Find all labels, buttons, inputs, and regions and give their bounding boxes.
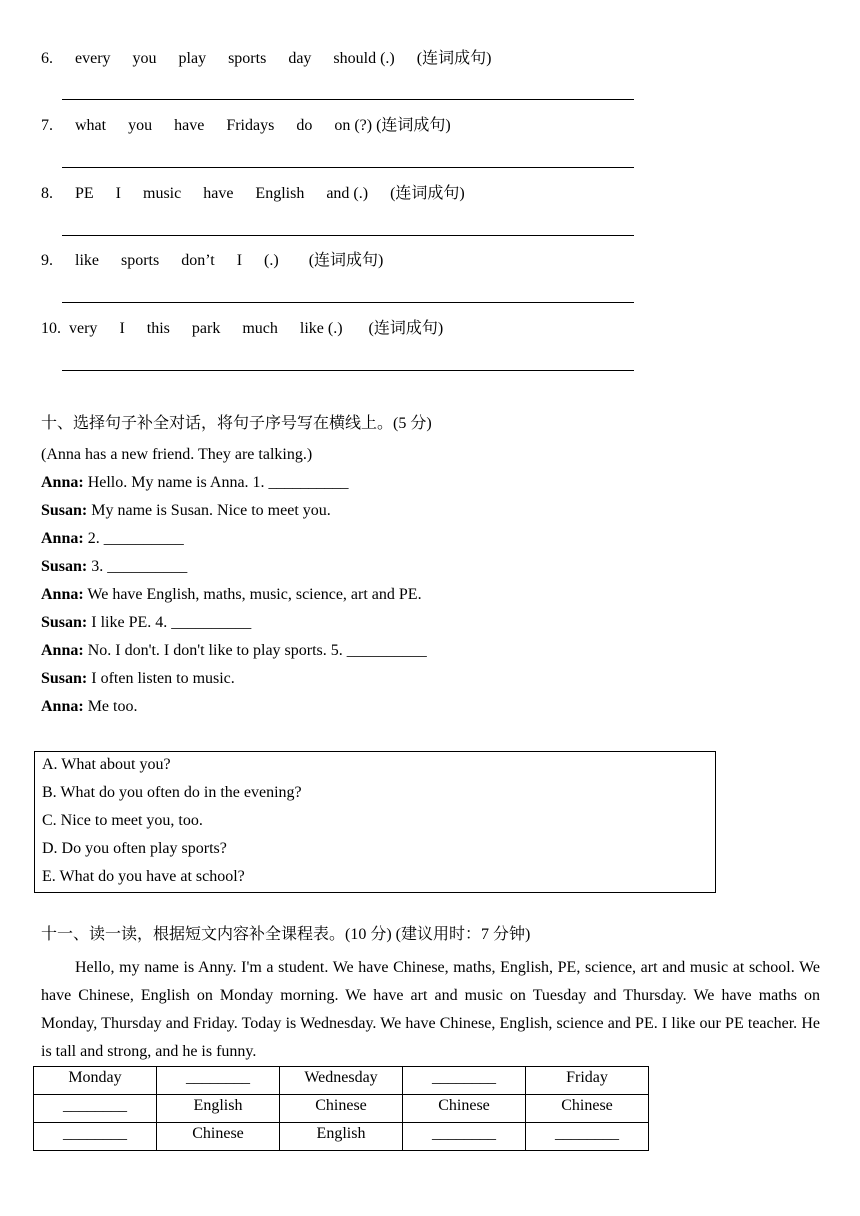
section-11-title: 十一、读一读，根据短文内容补全课程表。(10 分) (建议用时：7 分钟) (41, 926, 531, 943)
word: very (69, 320, 98, 337)
dialogue-text: 3. __________ (87, 558, 188, 575)
item-10 (41, 319, 443, 339)
word: day (288, 50, 312, 67)
word: Fridays (226, 117, 275, 134)
answer-line-10[interactable] (62, 370, 634, 371)
speaker: Susan: (41, 670, 88, 687)
word: music (143, 185, 182, 202)
dialogue-line (41, 557, 187, 577)
option-a: A. What about you? (42, 756, 171, 773)
table-cell-blank[interactable]: ________ (157, 1067, 280, 1095)
speaker: Anna: (41, 698, 84, 715)
dialogue-line (41, 697, 137, 717)
table-cell: Chinese (526, 1095, 649, 1123)
dialogue-text: Hello. My name is Anna. 1. __________ (83, 474, 349, 491)
item-7 (41, 116, 451, 136)
word: you (132, 50, 157, 67)
word-tail: should (.) (333, 50, 395, 67)
table-cell: Monday (34, 1067, 157, 1095)
word: have (174, 117, 205, 134)
item-6 (41, 49, 491, 69)
word: every (75, 50, 111, 67)
word: park (191, 320, 221, 337)
speaker: Susan: (41, 558, 88, 575)
word: what (75, 117, 107, 134)
dialogue-line (41, 529, 184, 549)
table-cell: Friday (526, 1067, 649, 1095)
speaker: Susan: (41, 502, 88, 519)
dialogue-line (41, 641, 427, 661)
speaker: Susan: (41, 614, 88, 631)
word: I (115, 185, 121, 202)
item-number: 6. (41, 50, 53, 67)
word: have (203, 185, 234, 202)
word: don’t (181, 252, 215, 269)
dialogue-text: I like PE. 4. __________ (87, 614, 252, 631)
dialogue-text: 2. __________ (83, 530, 184, 547)
word: sports (121, 252, 160, 269)
table-cell-blank[interactable]: ________ (34, 1123, 157, 1151)
word: this (146, 320, 170, 337)
word: much (242, 320, 278, 337)
table-cell-blank[interactable]: ________ (403, 1067, 526, 1095)
table-cell: Wednesday (280, 1067, 403, 1095)
word: you (128, 117, 153, 134)
word: like (75, 252, 99, 269)
table-cell: Chinese (157, 1123, 280, 1151)
table-row (34, 1123, 649, 1151)
option-d: D. Do you often play sports? (42, 840, 227, 857)
dialogue-text: Me too. (83, 698, 138, 715)
item-8 (41, 184, 465, 204)
item-number: 10. (41, 320, 61, 337)
dialogue-text: My name is Susan. Nice to meet you. (87, 502, 331, 519)
speaker: Anna: (41, 586, 84, 603)
option-e: E. What do you have at school? (42, 868, 245, 885)
table-row (34, 1067, 649, 1095)
answer-line-6[interactable] (62, 99, 634, 100)
speaker: Anna: (41, 642, 84, 659)
item-hint: (连词成句) (390, 185, 465, 202)
section-10-title: 十、选择句子补全对话，将句子序号写在横线上。(5 分) (41, 415, 432, 432)
dialogue-line (41, 585, 422, 605)
word: play (178, 50, 207, 67)
option-b: B. What do you often do in the evening? (42, 784, 302, 801)
item-9 (41, 251, 383, 271)
word-tail: like (.) (299, 320, 343, 337)
table-cell: Chinese (403, 1095, 526, 1123)
dialogue-text: We have English, maths, music, science, art and PE. (83, 586, 422, 603)
word: PE (75, 185, 94, 202)
dialogue-line (41, 613, 251, 633)
dialogue-line (41, 473, 349, 493)
table-cell: Chinese (280, 1095, 403, 1123)
dialogue-line (41, 501, 331, 521)
word-tail: and (.) (326, 185, 369, 202)
table-cell: English (280, 1123, 403, 1151)
answer-line-8[interactable] (62, 235, 634, 236)
item-number: 7. (41, 117, 53, 134)
reading-passage: Hello, my name is Anny. I'm a student. We have Chinese, maths, English, PE, science, art and music at school. We have Chinese, English on Monday morning. We have art and music on Tuesday and Thursday. We have maths on Monday, Thursday and Friday. Today is Wednesday. We have Chinese, English, science and PE. I like our PE teacher. He is tall and strong, and he is funny. (41, 959, 820, 1060)
word: I (119, 320, 125, 337)
word: sports (228, 50, 267, 67)
options-box (34, 751, 716, 893)
dialogue-line (41, 669, 235, 689)
item-number: 9. (41, 252, 53, 269)
word-tail: on (?) (连词成句) (334, 117, 451, 134)
table-cell: English (157, 1095, 280, 1123)
speaker: Anna: (41, 474, 84, 491)
section-10-intro: (Anna has a new friend. They are talking.) (41, 446, 313, 463)
item-number: 8. (41, 185, 53, 202)
table-row (34, 1095, 649, 1123)
word: I (236, 252, 243, 269)
table-cell-blank[interactable]: ________ (526, 1123, 649, 1151)
dialogue-text: I often listen to music. (87, 670, 235, 687)
item-hint: (连词成句) (416, 50, 492, 67)
table-cell-blank[interactable]: ________ (403, 1123, 526, 1151)
answer-line-7[interactable] (62, 167, 634, 168)
dialogue-text: No. I don't. I don't like to play sports. 5. __________ (83, 642, 427, 659)
table-cell-blank[interactable]: ________ (34, 1095, 157, 1123)
item-hint: (连词成句) (368, 320, 444, 337)
answer-line-9[interactable] (62, 302, 634, 303)
item-hint: (连词成句) (308, 252, 384, 269)
option-c: C. Nice to meet you, too. (42, 812, 203, 829)
word: English (255, 185, 305, 202)
schedule-table (33, 1066, 649, 1151)
word-tail: (.) (264, 252, 279, 269)
speaker: Anna: (41, 530, 84, 547)
word: do (296, 117, 313, 134)
